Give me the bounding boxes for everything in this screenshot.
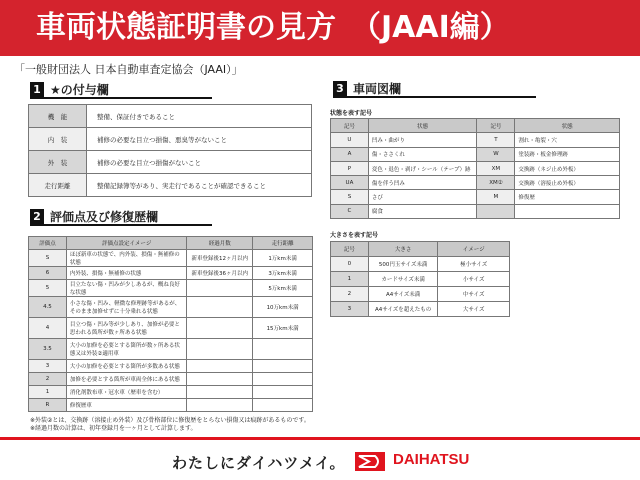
table-cell: 評価点	[29, 237, 67, 250]
section-title: 評価点及び修復歴欄	[50, 210, 159, 224]
table-cell: 交換跡（ネジ止め外板）	[515, 161, 620, 175]
table-cell: 修復歴	[515, 190, 620, 204]
table-cell: ほぼ新車の状態で、内外装、損傷・無補修の状態	[66, 250, 187, 267]
slogan-logo: わたしにダイハツメイ。	[172, 454, 346, 472]
table-cell: 大サイズ	[438, 302, 510, 317]
table-row	[331, 176, 620, 190]
table-row	[29, 151, 312, 174]
table-cell: 記号	[477, 119, 515, 133]
table-cell: 記号	[331, 119, 369, 133]
table-cell: 6	[29, 267, 67, 280]
table-row	[331, 287, 510, 302]
table-row	[29, 237, 313, 250]
table-cell	[515, 204, 620, 218]
table-cell: 3万km未満	[253, 267, 313, 280]
table-cell: 3.5	[29, 339, 67, 360]
state-symbols-label: 状態を表す記号	[330, 110, 373, 117]
table-cell: さび	[368, 190, 477, 204]
table-row	[331, 147, 620, 161]
table-row	[29, 373, 313, 386]
table-cell	[187, 360, 253, 373]
table-row	[29, 386, 313, 399]
table-cell: 3	[29, 360, 67, 373]
state-symbol-table	[330, 118, 620, 219]
table-cell: 傷を伴う凹み	[368, 176, 477, 190]
table-cell: 大きさ	[368, 242, 438, 257]
table-cell: 内外装、損傷・無補修の状態	[66, 267, 187, 280]
table-cell: S	[331, 190, 369, 204]
table-cell: 傷・ささくれ	[368, 147, 477, 161]
table-row	[29, 339, 313, 360]
table-cell: 経過月数	[187, 237, 253, 250]
table-cell: A4サイズ未満	[368, 287, 438, 302]
table-row	[331, 161, 620, 175]
table-cell	[253, 339, 313, 360]
table-row	[29, 267, 313, 280]
table-cell: 状態	[368, 119, 477, 133]
star-table	[28, 104, 312, 197]
table-cell	[187, 339, 253, 360]
table-cell	[253, 360, 313, 373]
table-cell	[187, 373, 253, 386]
table-row	[29, 297, 313, 318]
table-cell: 大小の加修を必要とする箇所が数ヶ所ある状態又は外装②適用車	[66, 339, 187, 360]
table-cell: 加修を必要とする箇所が車両全体にある状態	[66, 373, 187, 386]
table-cell: M	[477, 190, 515, 204]
table-cell	[187, 318, 253, 339]
table-cell: UA	[331, 176, 369, 190]
divider	[0, 437, 640, 440]
table-cell: 走行距離	[253, 237, 313, 250]
table-cell: 2	[29, 373, 67, 386]
table-cell: 補修の必要な目立つ損傷がないこと	[87, 151, 312, 174]
table-cell: 0	[331, 257, 369, 272]
table-cell: 塗装跡・板金修理跡	[515, 147, 620, 161]
footnote: ※経過月数の計算は、初年登録月を一ヶ月として計算します。	[30, 425, 197, 432]
table-cell: 外 装	[29, 151, 87, 174]
table-row	[29, 318, 313, 339]
section-number: 2	[30, 209, 44, 224]
size-symbol-table	[330, 241, 510, 317]
table-cell: 4.5	[29, 297, 67, 318]
table-cell: W	[477, 147, 515, 161]
table-row	[331, 302, 510, 317]
table-row	[331, 190, 620, 204]
table-cell: 大小の加修を必要とする箇所が多数ある状態	[66, 360, 187, 373]
table-cell: P	[331, 161, 369, 175]
table-cell: 修復歴車	[66, 399, 187, 412]
table-cell: U	[331, 133, 369, 147]
footnotes	[30, 417, 310, 433]
table-cell	[187, 297, 253, 318]
table-cell: 1万km未満	[253, 250, 313, 267]
table-cell	[477, 204, 515, 218]
page-title: 車両状態証明書の見方 （JAAI編）	[0, 0, 640, 56]
section1-heading	[30, 82, 212, 99]
table-row	[29, 128, 312, 151]
daihatsu-logo-text: DAIHATSU	[393, 451, 470, 468]
table-cell: イメージ	[438, 242, 510, 257]
table-cell: 補修の必要な目立つ損傷、悪臭等がないこと	[87, 128, 312, 151]
table-cell: A	[331, 147, 369, 161]
section3-heading	[333, 81, 536, 98]
table-cell: 走行距離	[29, 174, 87, 197]
section-number: 3	[333, 81, 347, 96]
table-cell: 小サイズ	[438, 272, 510, 287]
footnote: ※外装②とは、交換跡（溶接止め外装）及び骨格部位に修復歴をとらない損傷又は痕跡があるものです。	[30, 417, 310, 424]
table-cell: 5万km未満	[253, 280, 313, 297]
table-row	[29, 399, 313, 412]
table-cell: 状態	[515, 119, 620, 133]
table-cell: 新車登録後36ヶ月以内	[187, 267, 253, 280]
table-cell: カードサイズ未満	[368, 272, 438, 287]
table-cell	[253, 386, 313, 399]
table-cell: 消化剤散布車・冠水車（歴車を含む）	[66, 386, 187, 399]
section2-heading	[30, 209, 212, 226]
table-cell	[253, 399, 313, 412]
table-row	[29, 280, 313, 297]
table-cell: 腐食	[368, 204, 477, 218]
table-cell: XM②	[477, 176, 515, 190]
table-cell: 内 装	[29, 128, 87, 151]
table-cell: S	[29, 250, 67, 267]
table-row	[331, 257, 510, 272]
table-cell: 15万km未満	[253, 318, 313, 339]
table-row	[331, 119, 620, 133]
table-cell	[187, 399, 253, 412]
table-cell: 1	[331, 272, 369, 287]
table-cell: R	[29, 399, 67, 412]
table-cell: 目立たない傷・凹みが少しあるが、概ね良好な状態	[66, 280, 187, 297]
organization-subtitle: 「一般財団法人 日本自動車査定協会（JAAI）」	[14, 63, 243, 76]
table-cell: 新車登録後12ヶ月以内	[187, 250, 253, 267]
table-cell: T	[477, 133, 515, 147]
table-cell: 500円玉サイズ未満	[368, 257, 438, 272]
section-title: 車両図欄	[353, 82, 402, 96]
table-row	[29, 250, 313, 267]
section-title: ★の付与欄	[50, 83, 109, 97]
table-cell: 中サイズ	[438, 287, 510, 302]
table-cell: 極小サイズ	[438, 257, 510, 272]
table-cell: 1	[29, 386, 67, 399]
table-row	[331, 272, 510, 287]
table-cell: 評価点設定イメージ	[66, 237, 187, 250]
table-cell: C	[331, 204, 369, 218]
table-cell: 整備、保証付きであること	[87, 105, 312, 128]
table-cell: 記号	[331, 242, 369, 257]
table-cell	[187, 280, 253, 297]
table-row	[331, 204, 620, 218]
daihatsu-emblem-icon	[355, 452, 385, 471]
table-cell: 目立つ傷・凹み等が少しあり、加修が必要と思われる箇所が数ヶ所ある状態	[66, 318, 187, 339]
table-cell: 4	[29, 318, 67, 339]
table-cell: 2	[331, 287, 369, 302]
table-cell	[187, 386, 253, 399]
table-cell: 小さな傷・凹み、軽微な修理跡等があるが、そのまま加修せずに十分乗れる状態	[66, 297, 187, 318]
table-row	[29, 360, 313, 373]
table-cell: 機 能	[29, 105, 87, 128]
table-row	[29, 105, 312, 128]
table-cell: 割れ・亀裂・穴	[515, 133, 620, 147]
table-cell: 整備記録簿等があり、実走行であることが確認できること	[87, 174, 312, 197]
table-cell: 5	[29, 280, 67, 297]
table-cell: 変色・退色・剥げ・シール（テープ）跡	[368, 161, 477, 175]
section-number: 1	[30, 82, 44, 97]
table-cell: 3	[331, 302, 369, 317]
table-row	[331, 242, 510, 257]
table-row	[331, 133, 620, 147]
size-symbols-label: 大きさを表す記号	[330, 232, 379, 239]
table-cell: 交換跡（溶接止め外板）	[515, 176, 620, 190]
table-cell: 10万km未満	[253, 297, 313, 318]
table-cell: A4サイズを超えたもの	[368, 302, 438, 317]
table-cell: 凹み・曲がり	[368, 133, 477, 147]
table-cell: XM	[477, 161, 515, 175]
grade-table	[28, 236, 313, 412]
table-cell	[253, 373, 313, 386]
table-row	[29, 174, 312, 197]
